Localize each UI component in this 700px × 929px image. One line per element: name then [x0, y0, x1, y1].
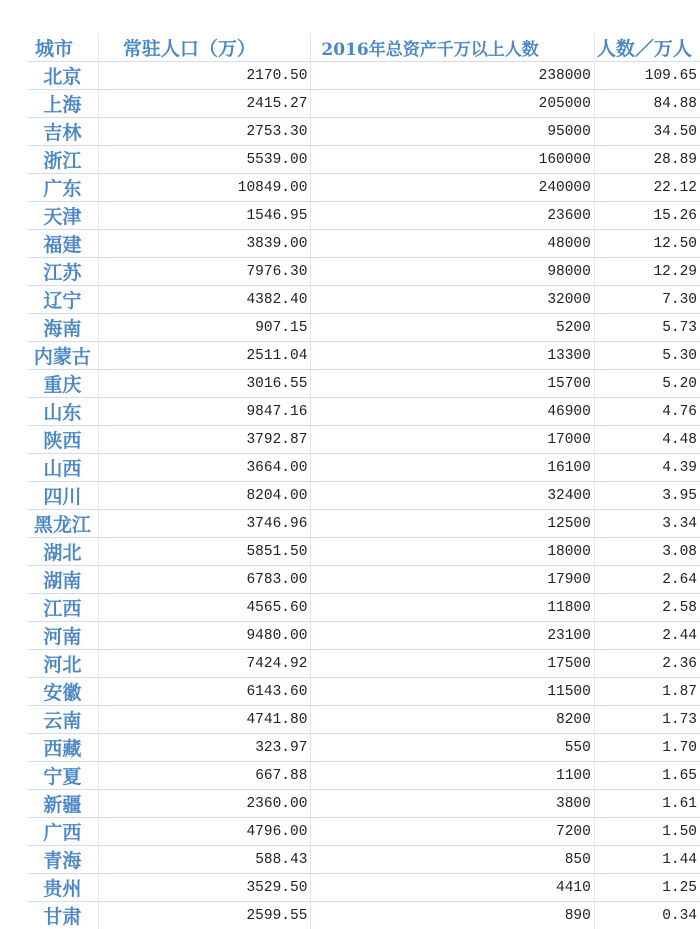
cell-population: 7976.30 — [98, 258, 311, 286]
table-row — [27, 62, 700, 90]
cell-per-10k: 4.76 — [594, 398, 700, 426]
cell-city: 贵州 — [27, 874, 98, 902]
cell-population: 10849.00 — [98, 174, 311, 202]
cell-population: 907.15 — [98, 314, 311, 342]
cell-city: 浙江 — [27, 146, 98, 174]
cell-per-10k: 1.25 — [594, 874, 700, 902]
wealth-table — [27, 34, 700, 929]
cell-population: 5539.00 — [98, 146, 311, 174]
table-row — [27, 566, 700, 594]
cell-wealthy-count: 5200 — [311, 314, 594, 342]
header-wealthy-count: 2016年总资产千万以上人数 — [311, 34, 594, 62]
cell-city: 内蒙古 — [27, 342, 98, 370]
cell-wealthy-count: 238000 — [311, 62, 594, 90]
cell-per-10k: 3.95 — [594, 482, 700, 510]
cell-per-10k: 109.65 — [594, 62, 700, 90]
cell-city: 河北 — [27, 650, 98, 678]
cell-population: 1546.95 — [98, 202, 311, 230]
table-row — [27, 314, 700, 342]
cell-per-10k: 1.70 — [594, 734, 700, 762]
cell-population: 4565.60 — [98, 594, 311, 622]
cell-population: 3839.00 — [98, 230, 311, 258]
table-row — [27, 902, 700, 929]
cell-population: 2511.04 — [98, 342, 311, 370]
table-row — [27, 818, 700, 846]
table-row — [27, 874, 700, 902]
cell-wealthy-count: 240000 — [311, 174, 594, 202]
cell-per-10k: 1.87 — [594, 678, 700, 706]
table-row — [27, 258, 700, 286]
cell-per-10k: 3.34 — [594, 510, 700, 538]
table-row — [27, 790, 700, 818]
cell-city: 青海 — [27, 846, 98, 874]
cell-population: 6143.60 — [98, 678, 311, 706]
cell-city: 重庆 — [27, 370, 98, 398]
cell-city: 宁夏 — [27, 762, 98, 790]
cell-wealthy-count: 11800 — [311, 594, 594, 622]
cell-wealthy-count: 48000 — [311, 230, 594, 258]
cell-city: 福建 — [27, 230, 98, 258]
cell-city: 甘肃 — [27, 902, 98, 929]
cell-per-10k: 12.50 — [594, 230, 700, 258]
cell-wealthy-count: 17500 — [311, 650, 594, 678]
table-row — [27, 342, 700, 370]
cell-city: 云南 — [27, 706, 98, 734]
cell-city: 安徽 — [27, 678, 98, 706]
cell-city: 陕西 — [27, 426, 98, 454]
cell-wealthy-count: 160000 — [311, 146, 594, 174]
cell-wealthy-count: 32000 — [311, 286, 594, 314]
cell-per-10k: 4.48 — [594, 426, 700, 454]
cell-city: 广东 — [27, 174, 98, 202]
cell-population: 667.88 — [98, 762, 311, 790]
cell-wealthy-count: 4410 — [311, 874, 594, 902]
cell-per-10k: 3.08 — [594, 538, 700, 566]
table-row — [27, 510, 700, 538]
cell-population: 323.97 — [98, 734, 311, 762]
cell-city: 天津 — [27, 202, 98, 230]
cell-city: 湖南 — [27, 566, 98, 594]
table-row — [27, 846, 700, 874]
cell-wealthy-count: 8200 — [311, 706, 594, 734]
cell-population: 3792.87 — [98, 426, 311, 454]
table-row — [27, 454, 700, 482]
table-row — [27, 594, 700, 622]
table-row — [27, 734, 700, 762]
cell-population: 4382.40 — [98, 286, 311, 314]
cell-population: 3746.96 — [98, 510, 311, 538]
cell-population: 3664.00 — [98, 454, 311, 482]
cell-city: 广西 — [27, 818, 98, 846]
cell-city: 山西 — [27, 454, 98, 482]
table-row — [27, 706, 700, 734]
cell-per-10k: 2.64 — [594, 566, 700, 594]
table-row — [27, 678, 700, 706]
cell-population: 8204.00 — [98, 482, 311, 510]
cell-per-10k: 28.89 — [594, 146, 700, 174]
header-per-10k: 人数／万人 — [594, 34, 700, 62]
cell-population: 2360.00 — [98, 790, 311, 818]
cell-wealthy-count: 98000 — [311, 258, 594, 286]
cell-wealthy-count: 46900 — [311, 398, 594, 426]
cell-wealthy-count: 23100 — [311, 622, 594, 650]
cell-per-10k: 15.26 — [594, 202, 700, 230]
cell-per-10k: 4.39 — [594, 454, 700, 482]
cell-wealthy-count: 17900 — [311, 566, 594, 594]
cell-population: 9480.00 — [98, 622, 311, 650]
cell-wealthy-count: 890 — [311, 902, 594, 929]
cell-wealthy-count: 13300 — [311, 342, 594, 370]
cell-wealthy-count: 95000 — [311, 118, 594, 146]
cell-population: 3529.50 — [98, 874, 311, 902]
table-row — [27, 398, 700, 426]
cell-wealthy-count: 7200 — [311, 818, 594, 846]
table-row — [27, 118, 700, 146]
cell-population: 5851.50 — [98, 538, 311, 566]
cell-city: 江西 — [27, 594, 98, 622]
cell-city: 四川 — [27, 482, 98, 510]
cell-per-10k: 1.50 — [594, 818, 700, 846]
cell-per-10k: 2.44 — [594, 622, 700, 650]
cell-per-10k: 34.50 — [594, 118, 700, 146]
cell-city: 山东 — [27, 398, 98, 426]
cell-per-10k: 1.73 — [594, 706, 700, 734]
cell-per-10k: 5.73 — [594, 314, 700, 342]
cell-per-10k: 84.88 — [594, 90, 700, 118]
cell-city: 湖北 — [27, 538, 98, 566]
table-body — [27, 62, 700, 929]
cell-city: 辽宁 — [27, 286, 98, 314]
cell-per-10k: 5.30 — [594, 342, 700, 370]
cell-per-10k: 7.30 — [594, 286, 700, 314]
cell-wealthy-count: 3800 — [311, 790, 594, 818]
cell-per-10k: 1.65 — [594, 762, 700, 790]
cell-wealthy-count: 15700 — [311, 370, 594, 398]
cell-population: 4796.00 — [98, 818, 311, 846]
table-row — [27, 286, 700, 314]
cell-per-10k: 0.34 — [594, 902, 700, 929]
cell-city: 海南 — [27, 314, 98, 342]
table-row — [27, 622, 700, 650]
cell-city: 西藏 — [27, 734, 98, 762]
cell-population: 588.43 — [98, 846, 311, 874]
cell-population: 7424.92 — [98, 650, 311, 678]
cell-per-10k: 2.58 — [594, 594, 700, 622]
table-row — [27, 230, 700, 258]
cell-city: 新疆 — [27, 790, 98, 818]
table-row — [27, 762, 700, 790]
cell-population: 4741.80 — [98, 706, 311, 734]
table-row — [27, 202, 700, 230]
cell-wealthy-count: 17000 — [311, 426, 594, 454]
cell-city: 北京 — [27, 62, 98, 90]
cell-per-10k: 22.12 — [594, 174, 700, 202]
cell-wealthy-count: 1100 — [311, 762, 594, 790]
table-row — [27, 426, 700, 454]
cell-population: 2599.55 — [98, 902, 311, 929]
table-row — [27, 146, 700, 174]
cell-wealthy-count: 23600 — [311, 202, 594, 230]
cell-population: 2170.50 — [98, 62, 311, 90]
header-city: 城市 — [27, 34, 98, 62]
cell-city: 黑龙江 — [27, 510, 98, 538]
cell-city: 河南 — [27, 622, 98, 650]
table-row — [27, 650, 700, 678]
cell-city: 江苏 — [27, 258, 98, 286]
cell-wealthy-count: 550 — [311, 734, 594, 762]
header-population: 常驻人口（万） — [98, 34, 311, 62]
cell-per-10k: 1.44 — [594, 846, 700, 874]
cell-per-10k: 1.61 — [594, 790, 700, 818]
cell-per-10k: 5.20 — [594, 370, 700, 398]
cell-population: 2753.30 — [98, 118, 311, 146]
header-row — [27, 34, 700, 62]
cell-population: 6783.00 — [98, 566, 311, 594]
cell-wealthy-count: 850 — [311, 846, 594, 874]
cell-population: 9847.16 — [98, 398, 311, 426]
cell-population: 3016.55 — [98, 370, 311, 398]
table-row — [27, 174, 700, 202]
cell-wealthy-count: 18000 — [311, 538, 594, 566]
cell-per-10k: 2.36 — [594, 650, 700, 678]
cell-population: 2415.27 — [98, 90, 311, 118]
cell-city: 上海 — [27, 90, 98, 118]
cell-wealthy-count: 205000 — [311, 90, 594, 118]
table-row — [27, 90, 700, 118]
cell-wealthy-count: 32400 — [311, 482, 594, 510]
cell-city: 吉林 — [27, 118, 98, 146]
table-row — [27, 538, 700, 566]
table-row — [27, 482, 700, 510]
cell-wealthy-count: 16100 — [311, 454, 594, 482]
cell-per-10k: 12.29 — [594, 258, 700, 286]
cell-wealthy-count: 12500 — [311, 510, 594, 538]
table-row — [27, 370, 700, 398]
cell-wealthy-count: 11500 — [311, 678, 594, 706]
